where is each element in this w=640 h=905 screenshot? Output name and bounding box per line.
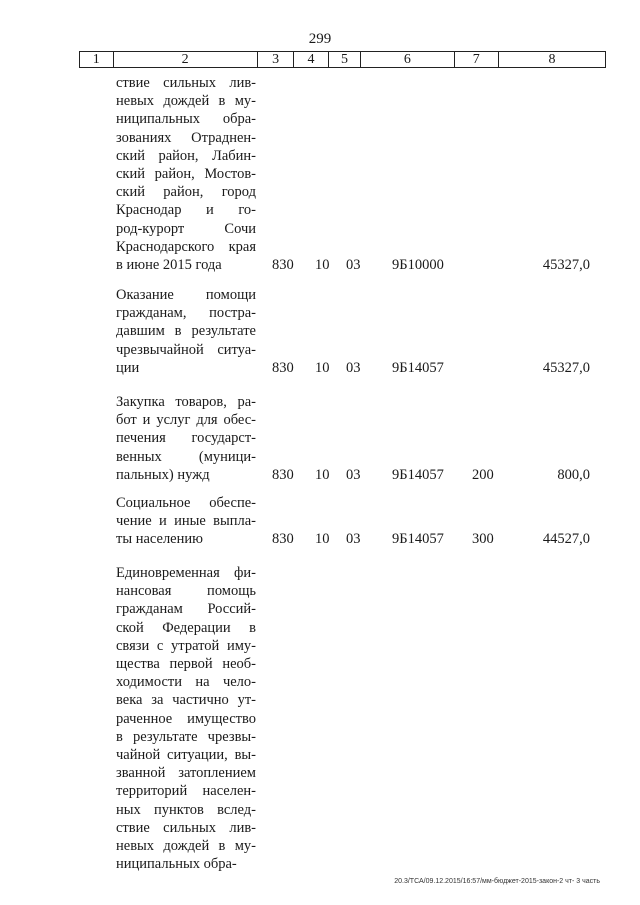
cell-column-7: 300 — [472, 531, 494, 548]
cell-column-8: 44527,0 — [542, 531, 590, 548]
column-header-1: 1 — [80, 52, 114, 68]
description-line: Социальное обеспе- — [116, 495, 256, 511]
cell-column-3: 830 — [272, 466, 294, 483]
description-line: в июне 2015 года — [116, 257, 222, 274]
description-line: раченное имущество — [116, 710, 256, 727]
description-line: род-курорт Сочи — [116, 220, 256, 237]
description-line: ниципальных обра- — [116, 111, 256, 128]
description-line: ский район, Лабин- — [116, 147, 256, 164]
cell-column-4: 10 — [315, 531, 330, 548]
description-line: званной затоплением — [116, 765, 256, 782]
description-line: бот и услуг для обес- — [116, 412, 256, 429]
cell-column-4: 10 — [315, 257, 330, 273]
description-line: венных (муници- — [116, 448, 256, 465]
description-line: ствие сильных лив- — [116, 819, 256, 836]
column-header-7: 7 — [454, 52, 498, 68]
cell-column-3: 830 — [272, 531, 294, 548]
cell-column-5: 03 — [346, 359, 361, 376]
description-line: связи с утратой иму- — [116, 637, 256, 654]
row-description — [116, 494, 256, 549]
cell-column-8: 800,0 — [557, 466, 590, 483]
description-line: ходимости на чело- — [116, 674, 256, 691]
row-description — [116, 286, 256, 377]
cell-column-4: 10 — [315, 466, 330, 483]
column-header-3: 3 — [257, 52, 293, 68]
description-line: ции — [116, 359, 140, 376]
cell-column-3: 830 — [272, 359, 294, 376]
column-header-5: 5 — [328, 52, 361, 68]
page-number: 299 — [308, 31, 332, 47]
description-line: ных пунктов вслед- — [116, 801, 256, 818]
description-line: века за частично ут- — [116, 692, 256, 709]
description-line: ский район, Мостов- — [116, 166, 256, 183]
description-line: Оказание помощи — [116, 287, 256, 303]
column-header-6: 6 — [361, 52, 454, 68]
cell-column-8: 45327,0 — [542, 257, 590, 273]
row-description — [116, 74, 256, 274]
document-footer: 20.3/ТСА/09.12.2015/16:57/мм-бюджет-2015-закон-2 чт- 3 часть — [394, 878, 600, 885]
description-line: щества первой необ- — [116, 656, 256, 673]
column-header-8: 8 — [498, 52, 605, 68]
description-line: чрезвычайной ситуа- — [116, 341, 256, 358]
cell-column-4: 10 — [315, 359, 330, 376]
cell-column-7: 200 — [472, 466, 494, 483]
column-header-table — [79, 51, 606, 68]
description-line: ский район, город — [116, 184, 256, 201]
description-line: пальных) нужд — [116, 466, 210, 483]
description-line: ствие сильных лив- — [116, 75, 256, 91]
description-line: чение и иные выпла- — [116, 513, 256, 530]
row-description — [116, 393, 256, 484]
description-line: гражданам Россий- — [116, 601, 256, 618]
description-line: невых дождей в му- — [116, 93, 256, 110]
cell-column-3: 830 — [272, 257, 294, 273]
row-description — [116, 564, 256, 873]
description-line: в результате чрезвы- — [116, 728, 256, 745]
cell-column-6: 9Б14057 — [392, 466, 444, 483]
description-line: гражданам, постра- — [116, 305, 256, 322]
column-header-row — [80, 52, 606, 68]
description-line: давшим в результате — [116, 323, 256, 340]
description-line: ниципальных обра- — [116, 856, 237, 873]
description-line: Краснодарского края — [116, 238, 256, 255]
description-line: зованиях Отраднен- — [116, 129, 256, 146]
description-line: невых дождей в му- — [116, 838, 256, 855]
cell-column-5: 03 — [346, 466, 361, 483]
description-line: Закупка товаров, ра- — [116, 394, 256, 410]
column-header-2: 2 — [113, 52, 257, 68]
description-line: Единовременная фи- — [116, 565, 256, 581]
cell-column-5: 03 — [346, 531, 361, 548]
cell-column-8: 45327,0 — [542, 359, 590, 376]
cell-column-6: 9Б14057 — [392, 359, 444, 376]
description-line: территорий населен- — [116, 783, 256, 800]
cell-column-6: 9Б10000 — [392, 257, 444, 273]
description-line: печения государст- — [116, 430, 256, 447]
cell-column-5: 03 — [346, 257, 361, 273]
cell-column-6: 9Б14057 — [392, 531, 444, 548]
description-line: ской Федерации в — [116, 619, 256, 636]
column-header-4: 4 — [294, 52, 328, 68]
description-line: Краснодар и го- — [116, 202, 256, 219]
description-line: чайной ситуации, вы- — [116, 747, 256, 764]
description-line: ты населению — [116, 531, 203, 548]
description-line: нансовая помощь — [116, 583, 256, 600]
